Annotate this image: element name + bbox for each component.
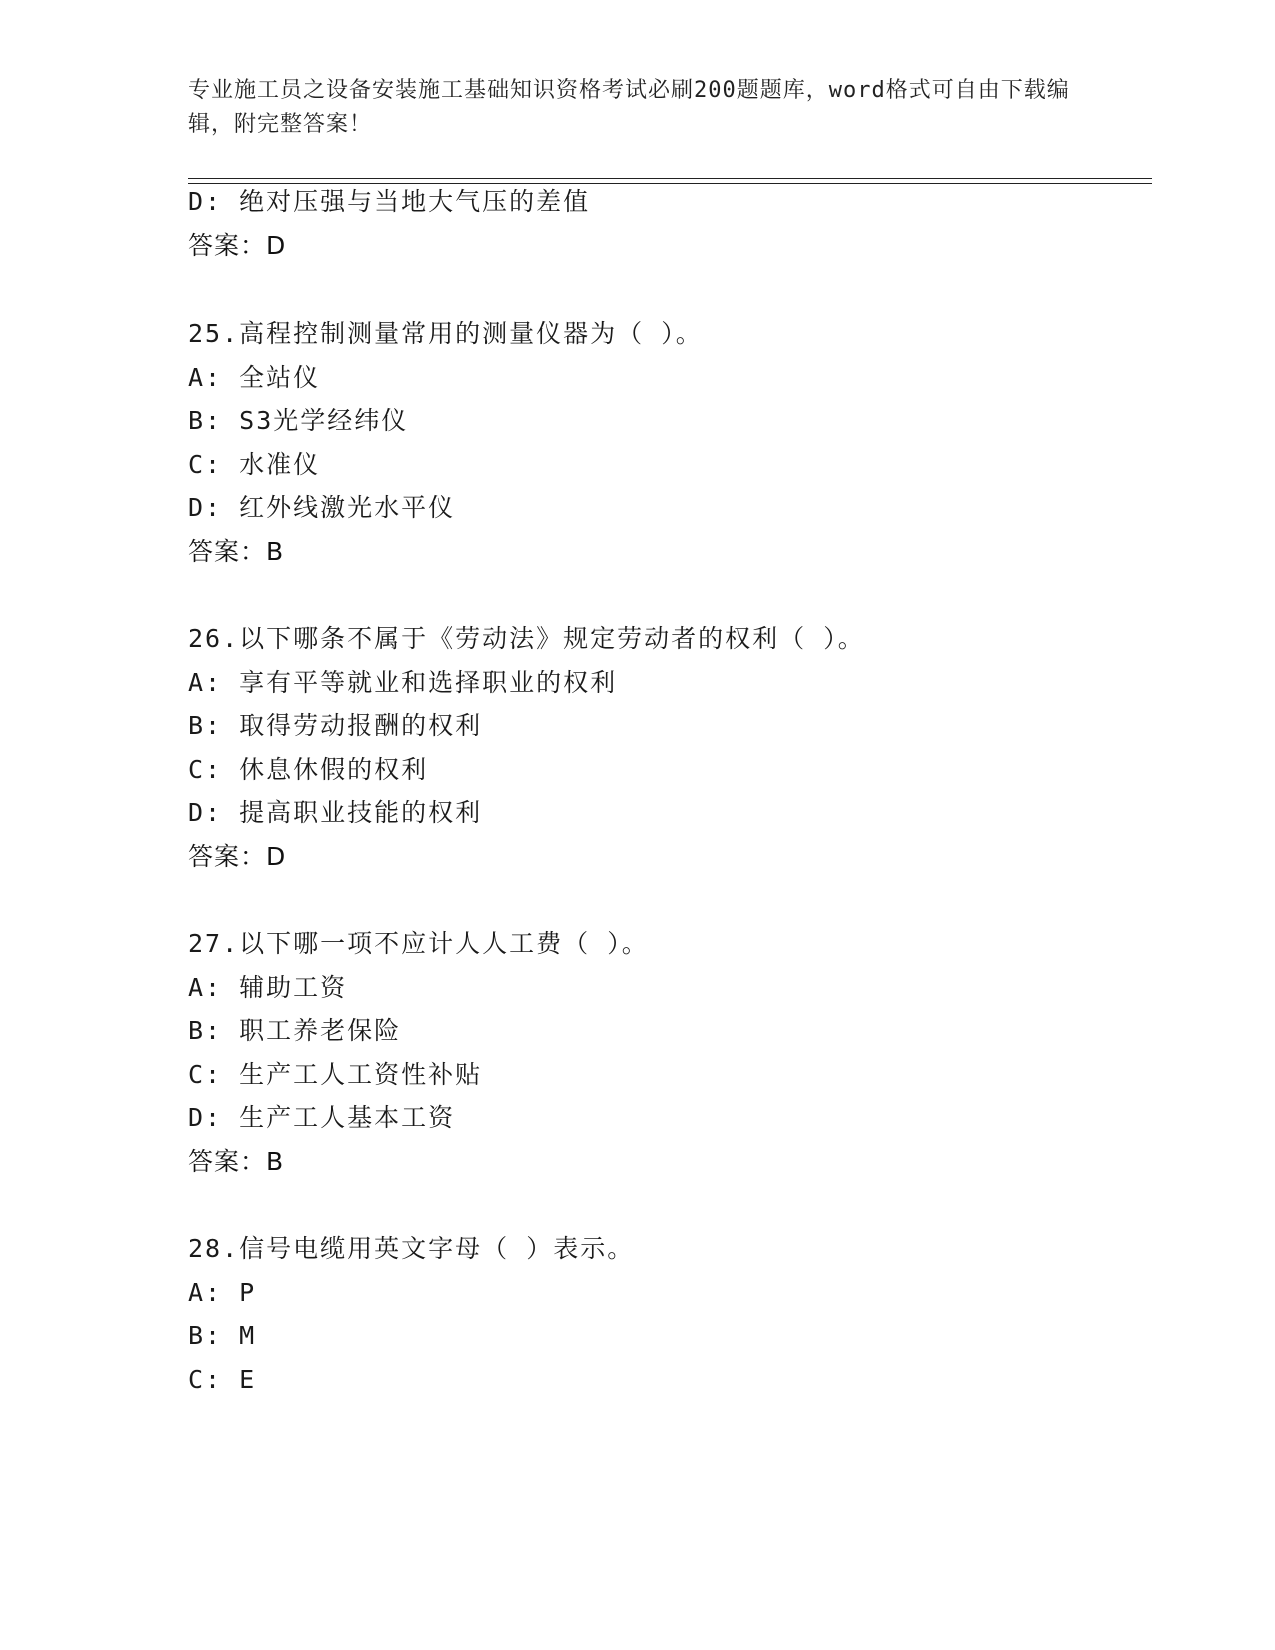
question-28-stem: 28.信号电缆用英文字母（ ）表示。 [188, 1234, 635, 1263]
question-27-option-b: B: 职工养老保险 [188, 1016, 402, 1045]
question-27-option-c: C: 生产工人工资性补贴 [188, 1060, 483, 1089]
header-divider-bottom [188, 183, 1152, 184]
question-26-option-a: A: 享有平等就业和选择职业的权利 [188, 668, 618, 697]
question-25-option-d: D: 红外线激光水平仪 [188, 493, 456, 522]
question-25-option-b: B: S3光学经纬仪 [188, 406, 409, 435]
question-28-option-b: B: M [188, 1321, 257, 1350]
header-divider-top [188, 178, 1152, 179]
question-26-option-d: D: 提高职业技能的权利 [188, 798, 483, 827]
document-header: 专业施工员之设备安装施工基础知识资格考试必刷200题题库，word格式可自由下载编辑，附完整答案！ [188, 78, 1070, 137]
question-26-option-b: B: 取得劳动报酬的权利 [188, 711, 483, 740]
question-25-option-a: A: 全站仪 [188, 363, 321, 392]
question-25-answer: 答案：B [188, 537, 285, 566]
question-27-option-a: A: 辅助工资 [188, 973, 348, 1002]
question-27-option-d: D: 生产工人基本工资 [188, 1103, 456, 1132]
question-26-stem: 26.以下哪条不属于《劳动法》规定劳动者的权利（ ）。 [188, 624, 865, 653]
question-25-stem: 25.高程控制测量常用的测量仪器为（ ）。 [188, 319, 703, 348]
question-28-option-a: A: P [188, 1278, 257, 1307]
question-27-stem: 27.以下哪一项不应计人人工费（ ）。 [188, 929, 649, 958]
prev-option-d: D: 绝对压强与当地大气压的差值 [188, 187, 591, 216]
question-25-option-c: C: 水准仪 [188, 450, 321, 479]
question-27-answer: 答案：B [188, 1147, 285, 1176]
question-26-option-c: C: 休息休假的权利 [188, 755, 429, 784]
question-26-answer: 答案：D [188, 842, 287, 871]
question-28-option-c: C: E [188, 1365, 257, 1394]
prev-answer: 答案：D [188, 231, 287, 260]
